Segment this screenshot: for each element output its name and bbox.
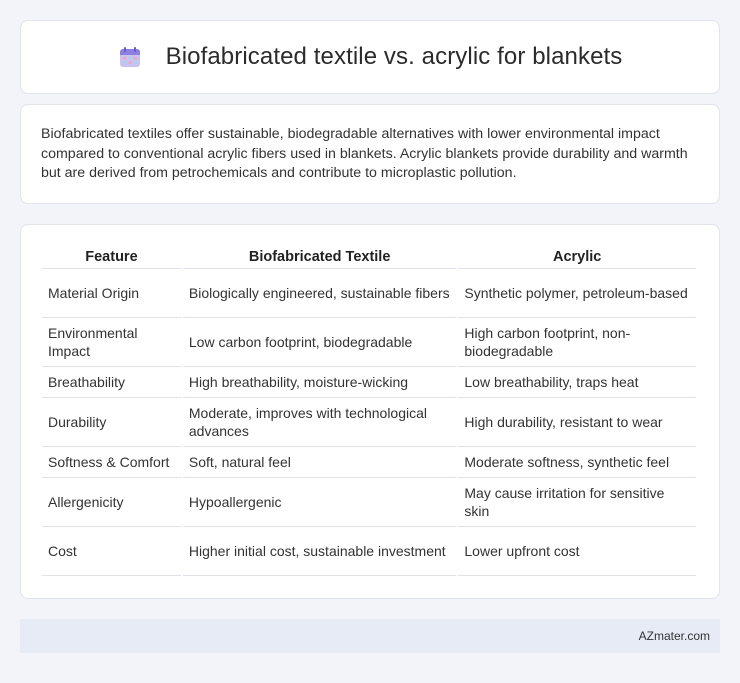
table-header-row — [42, 247, 696, 269]
calendar-icon — [118, 45, 142, 69]
table-row — [42, 478, 696, 527]
table-cell: Biologically engineered, sustainable fibers — [183, 269, 457, 318]
table-cell: Moderate, improves with technological advances — [183, 398, 457, 447]
title-card — [20, 20, 720, 94]
table-cell: Low carbon footprint, biodegradable — [183, 318, 457, 367]
comparison-table-card — [20, 224, 720, 599]
table-cell: Cost — [42, 527, 181, 576]
table-row — [42, 367, 696, 398]
footer — [20, 619, 720, 653]
table-cell: Soft, natural feel — [183, 447, 457, 478]
page-title: Biofabricated textile vs. acrylic for blankets — [165, 43, 623, 70]
table-cell: High durability, resistant to wear — [458, 398, 696, 447]
table-cell: Softness & Comfort — [42, 447, 181, 478]
table-row — [42, 269, 696, 318]
table-cell: Environmental Impact — [42, 318, 181, 367]
table-cell: Synthetic polymer, petroleum-based — [458, 269, 696, 318]
column-header-biofabricated: Biofabricated Textile — [183, 247, 457, 269]
table-cell: Allergenicity — [42, 478, 181, 527]
table-cell: Breathability — [42, 367, 181, 398]
table-row — [42, 398, 696, 447]
summary-text: Biofabricated textiles offer sustainable, biodegradable alternatives with lower environmental impact compared to conventional acrylic fibers used in blankets. Acrylic blankets provide durability and warmth but are derived from petrochemicals and contribute to microplastic pollution. — [41, 126, 688, 181]
table-cell: Lower upfront cost — [458, 527, 696, 576]
table-cell: May cause irritation for sensitive skin — [458, 478, 696, 527]
table-cell: Higher initial cost, sustainable investment — [183, 527, 457, 576]
column-header-feature: Feature — [42, 247, 181, 269]
table-cell: Material Origin — [42, 269, 181, 318]
table-row — [42, 447, 696, 478]
table-cell: High carbon footprint, non-biodegradable — [458, 318, 696, 367]
comparison-table — [40, 247, 698, 576]
table-cell: Moderate softness, synthetic feel — [458, 447, 696, 478]
table-cell: Low breathability, traps heat — [458, 367, 696, 398]
table-row — [42, 318, 696, 367]
table-cell: Durability — [42, 398, 181, 447]
summary-card — [20, 104, 720, 204]
table-cell: High breathability, moisture-wicking — [183, 367, 457, 398]
table-cell: Hypoallergenic — [183, 478, 457, 527]
table-row — [42, 527, 696, 576]
column-header-acrylic: Acrylic — [458, 247, 696, 269]
footer-brand-link[interactable]: AZmater.com — [638, 629, 710, 643]
